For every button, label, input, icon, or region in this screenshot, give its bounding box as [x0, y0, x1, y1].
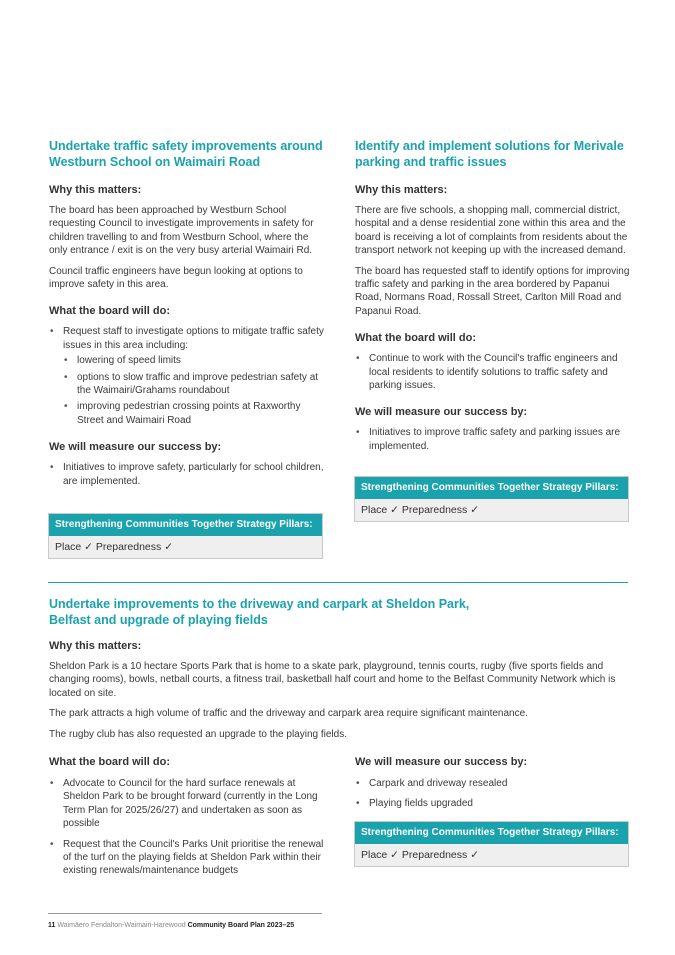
- page-number: 11: [48, 922, 56, 929]
- list-item: • Playing fields upgraded: [355, 797, 631, 810]
- paragraph: Sheldon Park is a 10 hectare Sports Park that is home to a skate park, playground, tennis courts, rugby (five sports fields and changing rooms), bowls, netball courts, a fitness trail, basketball half court and home to the Belfast Community Network which is located on site.: [49, 661, 616, 699]
- pillars-box: [354, 476, 629, 522]
- why-heading: Why this matters:: [49, 640, 142, 652]
- sheldon-board-will-do: [49, 755, 327, 878]
- why-heading: Why this matters:: [355, 184, 448, 196]
- footer: [48, 922, 294, 929]
- paragraph: The board has been approached by Westburn School requesting Council to investigate improvements in safety for children travelling to and from Westburn School, where the only entrance / exit is on the very busy arterial Waimairi Rd.: [49, 205, 314, 257]
- measure-heading: We will measure our success by:: [355, 406, 528, 419]
- pillars-value: Place ✓ Preparedness ✓: [355, 499, 628, 521]
- why-heading: Why this matters:: [49, 184, 142, 196]
- measure-heading: We will measure our success by:: [49, 441, 222, 454]
- list-item: • improving pedestrian crossing points at Raxworthy Street and Waimairi Road: [63, 400, 327, 427]
- pillars-value: Place ✓ Preparedness ✓: [49, 536, 322, 558]
- board-will-do-heading: What the board will do:: [49, 305, 170, 318]
- measure-list: [355, 777, 631, 811]
- action-list: [49, 777, 327, 878]
- pillars-heading: Strengthening Communities Together Strategy Pillars:: [49, 514, 322, 536]
- paragraph: The rugby club has also requested an upgrade to the playing fields.: [49, 728, 347, 740]
- list-item: • Carpark and driveway resealed: [355, 777, 631, 790]
- section-title: Undertake traffic safety improvements around Westburn School on Waimairi Road: [49, 139, 323, 169]
- paragraph: The park attracts a high volume of traffic and the driveway and carpark area require significant maintenance.: [49, 708, 528, 720]
- list-item: • Initiatives to improve traffic safety and parking issues are implemented.: [355, 426, 631, 453]
- list-item: • Initiatives to improve safety, particularly for school children, are implemented.: [49, 461, 327, 488]
- list-item: • lowering of speed limits: [63, 354, 327, 367]
- board-name: Waimāero Fendalton-Waimairi-Harewood: [57, 922, 186, 929]
- paragraph: Council traffic engineers have begun looking at options to improve safety in this area.: [49, 265, 303, 291]
- section-title: Identify and implement solutions for Merivale parking and traffic issues: [355, 139, 624, 169]
- paragraph: There are five schools, a shopping mall, commercial district, hospital and a dense residential zone within this area and the board is receiving a lot of complaints from residents about the transport network not keeping up with the increased demand.: [355, 205, 628, 257]
- section-merivale: [355, 138, 631, 453]
- list-item-text: Request staff to investigate options to mitigate traffic safety issues in this area including:: [63, 326, 324, 351]
- footer-rule: [48, 913, 322, 914]
- document-title: Community Board Plan 2023–25: [187, 922, 295, 929]
- section-title: Undertake improvements to the driveway and carpark at Sheldon Park, Belfast and upgrade of playing fields: [49, 597, 470, 627]
- list-item: [49, 325, 327, 427]
- list-item: • Continue to work with the Council's traffic engineers and local residents to identify solutions to traffic safety and parking issues.: [355, 352, 631, 392]
- board-will-do-heading: What the board will do:: [355, 332, 476, 345]
- section-westburn: [49, 138, 327, 488]
- sub-list: [63, 354, 327, 427]
- paragraph: The board has requested staff to identify options for improving traffic safety and parking in the area bordered by Papanui Road, Normans Road, Rossall Street, Carlton Mill Road and Papanui Road.: [355, 265, 630, 317]
- list-item: • Request that the Council's Parks Unit prioritise the renewal of the turf on the playing fields at Sheldon Park within their existing renewals/maintenance budgets: [49, 838, 327, 878]
- action-list: [355, 352, 631, 392]
- pillars-heading: Strengthening Communities Together Strategy Pillars:: [355, 822, 628, 844]
- pillars-box: [48, 513, 323, 559]
- pillars-value: Place ✓ Preparedness ✓: [355, 844, 628, 866]
- section-divider: [48, 582, 628, 583]
- measure-list: [49, 461, 327, 488]
- pillars-heading: Strengthening Communities Together Strategy Pillars:: [355, 477, 628, 499]
- list-item: • options to slow traffic and improve pedestrian safety at the Waimairi/Grahams roundabout: [63, 371, 327, 398]
- board-will-do-heading: What the board will do:: [49, 756, 170, 768]
- sheldon-measure: [355, 755, 631, 811]
- list-item: • Advocate to Council for the hard surface renewals at Sheldon Park to be brought forward (currently in the Long Term Plan for 2025/26/27) and undertaken as soon as possible: [49, 777, 327, 831]
- action-list: [49, 325, 327, 427]
- pillars-box: [354, 821, 629, 867]
- measure-list: [355, 426, 631, 453]
- section-sheldon-park: [49, 596, 629, 741]
- measure-heading: We will measure our success by:: [355, 756, 528, 768]
